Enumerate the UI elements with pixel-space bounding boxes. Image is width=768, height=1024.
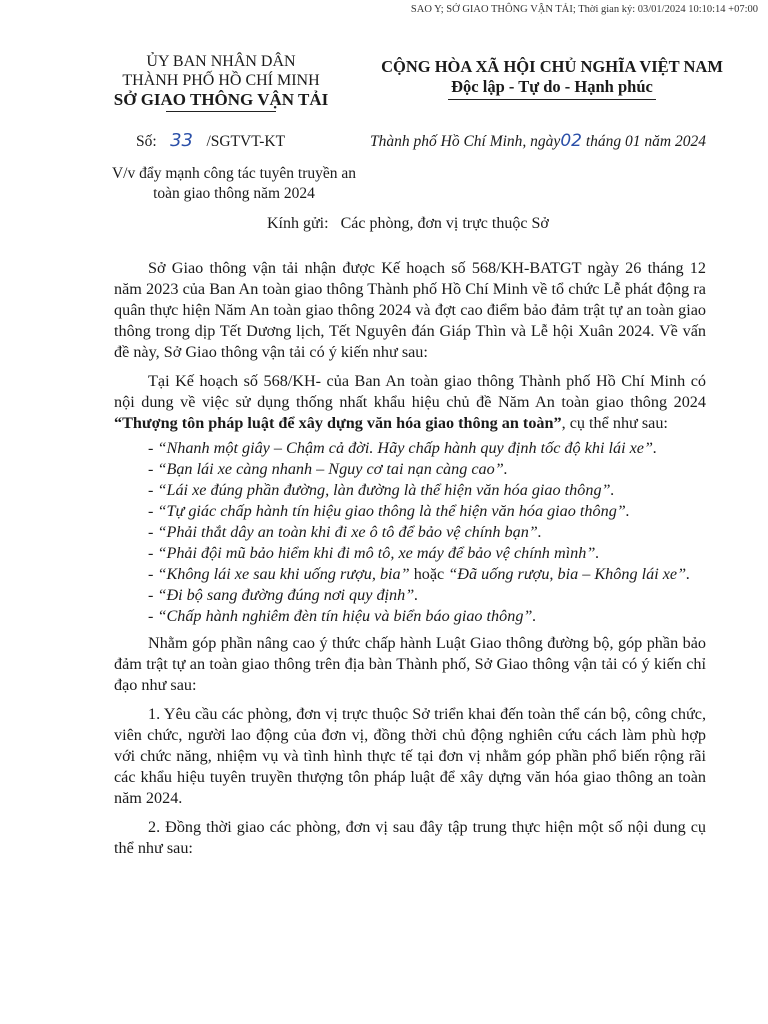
agency-line-2: THÀNH PHỐ HỒ CHÍ MINH <box>122 72 320 89</box>
directive-item-2: 2. Đồng thời giao các phòng, đơn vị sau đây tập trung thực hiện một số nội dung cụ thể như sau: <box>114 818 706 857</box>
slogan-text: “Đã uống rượu, bia – Không lái xe”. <box>448 565 691 583</box>
slogan-item <box>114 459 706 480</box>
slogan-item <box>114 585 706 606</box>
issuing-agency-header <box>82 52 360 112</box>
date-prefix: Thành phố Hồ Chí Minh, ngày <box>370 133 561 150</box>
national-motto: Độc lập - Tự do - Hạnh phúc <box>451 77 653 96</box>
slogan-dash: - <box>148 544 154 562</box>
doc-number-prefix: Số: <box>136 133 157 150</box>
recipient-line: Kính gửi: Các phòng, đơn vị trực thuộc Sở <box>267 215 549 232</box>
slogan-item <box>114 501 706 522</box>
subject-line-2: toàn giao thông năm 2024 <box>153 185 315 202</box>
date-day-handwritten: 02 <box>560 131 582 151</box>
slogan-item <box>114 606 706 627</box>
agency-line-3: SỞ GIAO THÔNG VẬN TẢI <box>113 90 329 109</box>
slogan-connector: hoặc <box>409 565 449 583</box>
national-header <box>368 57 736 100</box>
motto-underline <box>448 99 656 100</box>
agency-line-1: ỦY BAN NHÂN DÂN <box>146 53 296 70</box>
document-body <box>114 258 706 859</box>
slogan-dash: - <box>148 586 154 604</box>
slogan-dash: - <box>148 481 154 499</box>
agency-underline <box>166 111 276 112</box>
slogan-list <box>114 438 706 627</box>
doc-number-suffix: /SGTVT-KT <box>206 133 286 150</box>
slogan-dash: - <box>148 565 154 583</box>
slogan-item <box>114 522 706 543</box>
digital-signature-banner: SAO Y; SỞ GIAO THÔNG VẬN TẢI; Thời gian ký: 03/01/2024 10:10:14 +07:00 <box>410 4 758 15</box>
slogan-text: “Phải thắt dây an toàn khi đi xe ô tô để bảo vệ chính bạn”. <box>157 523 542 541</box>
subject-line-1: V/v đẩy mạnh công tác tuyên truyền an <box>111 165 357 182</box>
slogan-item <box>114 543 706 564</box>
document-number <box>136 130 285 151</box>
slogan-dash: - <box>148 502 154 520</box>
document-date <box>370 131 706 151</box>
date-suffix: tháng 01 năm 2024 <box>585 133 706 150</box>
paragraph-directive: Nhằm góp phần nâng cao ý thức chấp hành Luật Giao thông đường bộ, góp phần bảo đảm trật tự an toàn giao thông trên địa bàn Thành phố, Sở Giao thông vận tải có ý kiến chỉ đạo như sau: <box>114 634 706 694</box>
doc-number-handwritten: 33 <box>170 130 194 151</box>
national-title: CỘNG HÒA XÃ HỘI CHỦ NGHĨA VIỆT NAM <box>381 57 723 76</box>
slogan-text: “Bạn lái xe càng nhanh – Nguy cơ tai nạn càng cao”. <box>157 460 508 478</box>
slogan-text: “Đi bộ sang đường đúng nơi quy định”. <box>157 586 419 604</box>
slogan-dash: - <box>148 523 154 541</box>
slogan-text: “Tự giác chấp hành tín hiệu giao thông là thể hiện văn hóa giao thông”. <box>157 502 630 520</box>
paragraph-plan-text: Tại Kế hoạch số 568/KH- của Ban An toàn giao thông Thành phố Hồ Chí Minh có nội dung về việc sử dụng thống nhất khẩu hiệu chủ đề Năm An toàn giao thông 2024 <box>114 372 706 411</box>
slogan-dash: - <box>148 607 154 625</box>
slogan-dash: - <box>148 439 154 457</box>
slogan-text: “Nhanh một giây – Chậm cả đời. Hãy chấp hành quy định tốc độ khi lái xe”. <box>157 439 658 457</box>
slogan-text: “Phải đội mũ bảo hiểm khi đi mô tô, xe máy để bảo vệ chính mình”. <box>157 544 600 562</box>
slogan-item <box>114 564 706 585</box>
paragraph-plan-theme: “Thượng tôn pháp luật để xây dựng văn hóa giao thông an toàn” <box>114 414 562 432</box>
paragraph-plan-tail: , cụ thể như sau: <box>561 414 668 432</box>
paragraph-plan <box>114 371 706 434</box>
slogan-dash: - <box>148 460 154 478</box>
slogan-text: “Không lái xe sau khi uống rượu, bia” <box>157 565 410 583</box>
directive-item-1: 1. Yêu cầu các phòng, đơn vị trực thuộc Sở triển khai đến toàn thể cán bộ, công chức, viên chức, người lao động của đơn vị, đồng thời chủ động nghiên cứu cách làm phù hợp với chức năng, nhiệm vụ và tình hình thực tế tại đơn vị nhằm góp phần phổ biến rộng rãi các khẩu hiệu tuyên truyền thượng tôn pháp luật để xây dựng văn hóa giao thông an toàn năm 2024. <box>114 705 706 807</box>
slogan-item <box>114 480 706 501</box>
paragraph-intro: Sở Giao thông vận tải nhận được Kế hoạch số 568/KH-BATGT ngày 26 tháng 12 năm 2023 của Ban An toàn giao thông Thành phố Hồ Chí Minh về tổ chức Lễ phát động ra quân thực hiện Năm An toàn giao thông 2024 và đợt cao điểm bảo đảm trật tự an toàn giao thông trong dịp Tết Dương lịch, Tết Nguyên đán Giáp Thìn và Lễ hội Xuân 2024. Về vấn đề này, Sở Giao thông vận tải có ý kiến như sau: <box>114 259 706 361</box>
slogan-text: “Lái xe đúng phần đường, làn đường là thể hiện văn hóa giao thông”. <box>157 481 615 499</box>
slogan-item <box>114 438 706 459</box>
document-subject <box>84 164 384 204</box>
slogan-text: “Chấp hành nghiêm đèn tín hiệu và biển báo giao thông”. <box>157 607 537 625</box>
